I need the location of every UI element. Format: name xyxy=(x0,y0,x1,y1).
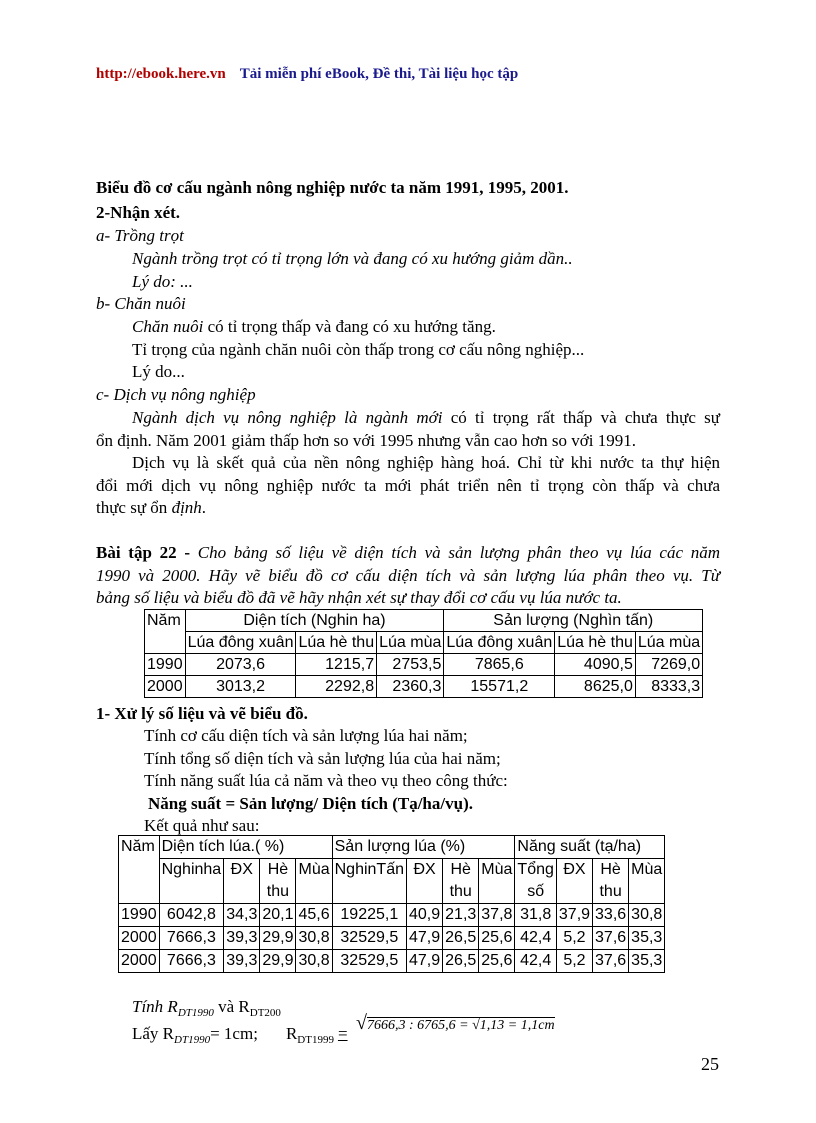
table-row xyxy=(119,927,665,950)
table1-cell: 7269,0 xyxy=(635,654,702,676)
table2-cell: 42,4 xyxy=(515,927,556,950)
calc-l2-text2: = 1cm; xyxy=(210,1024,258,1043)
item-c-p2-line1: Dịch vụ là skết quả của nền nông nghiệp hàng hoá. Chỉ từ khi nước ta thự hiện xyxy=(132,453,720,472)
table2-cell: 35,3 xyxy=(629,927,665,950)
item-c-p1-line1 xyxy=(96,408,720,428)
table2-subheader xyxy=(224,881,260,904)
item-b-line3: Lý do... xyxy=(132,362,185,381)
table2-subheader: số xyxy=(515,881,556,904)
item-c-p2-line3b: định xyxy=(171,498,202,517)
table2-subheader: Mùa xyxy=(296,859,332,882)
header-url-link[interactable]: http://ebook.here.vn xyxy=(96,66,226,82)
table2-subheader xyxy=(159,881,224,904)
table2-subheader: Hè xyxy=(260,859,296,882)
table2-cell: 2000 xyxy=(119,950,160,973)
chart-title: Biểu đồ cơ cấu ngành nông nghiệp nước ta năm 1991, 1995, 2001. xyxy=(96,178,569,197)
table2-subheader: Hè xyxy=(443,859,479,882)
table1-cell: 15571,2 xyxy=(444,676,555,698)
table1-cell: 8333,3 xyxy=(635,676,702,698)
table2-cell: 45,6 xyxy=(296,904,332,927)
exercise-label: Bài tập 22 - xyxy=(96,543,191,562)
table1-subheader: Lúa hè thu xyxy=(555,632,636,654)
table2-cell: 7666,3 xyxy=(159,950,224,973)
table2-subheader xyxy=(479,881,515,904)
table-row xyxy=(145,654,703,676)
calc-l2-sub: DT1990 xyxy=(174,1034,211,1046)
calc-l2-r: R xyxy=(285,1024,298,1043)
section2-heading: 1- Xử lý số liệu và vẽ biểu đồ. xyxy=(96,704,308,723)
table1-cell: 8625,0 xyxy=(555,676,636,698)
item-c-p2-line3a: thực sự ổn xyxy=(96,498,172,517)
table1-cell: 2360,3 xyxy=(377,676,444,698)
table2-cell: 19225,1 xyxy=(332,904,406,927)
table2-cell: 1990 xyxy=(119,904,160,927)
item-a-line1: Ngành trồng trọt có tỉ trọng lớn và đang có xu hướng giảm dần.. xyxy=(132,249,573,268)
table2-cell: 33,6 xyxy=(593,904,629,927)
table2-cell: 26,5 xyxy=(443,950,479,973)
table2-cell: 35,3 xyxy=(629,950,665,973)
table2-cell: 37,9 xyxy=(556,904,592,927)
calc-l2-eq: = xyxy=(337,1024,348,1043)
table2-header-area: Diện tích lúa.( %) xyxy=(159,836,332,859)
table2-cell: 40,9 xyxy=(407,904,443,927)
table2-header-year: Năm xyxy=(119,836,160,904)
table1-cell: 2292,8 xyxy=(296,676,377,698)
table2-subheader: Nghinha xyxy=(159,859,224,882)
section2-line1: Tính cơ cấu diện tích và sản lượng lúa hai năm; xyxy=(144,726,468,745)
table2-cell: 29,9 xyxy=(260,927,296,950)
item-b-line2: Tỉ trọng của ngành chăn nuôi còn thấp trong cơ cấu nông nghiệp... xyxy=(132,340,585,359)
yield-formula: Năng suất = Sản lượng/ Diện tích (Tạ/ha/vụ). xyxy=(148,794,473,813)
item-c-label: c- Dịch vụ nông nghiệp xyxy=(96,385,256,404)
section2-line3: Tính năng suất lúa cả năm và theo vụ theo công thức: xyxy=(144,771,508,790)
table-row xyxy=(119,950,665,973)
table2-subheader: ĐX xyxy=(556,859,592,882)
table2-cell: 25,6 xyxy=(479,927,515,950)
table1-cell: 4090,5 xyxy=(555,654,636,676)
sqrt-icon: √ xyxy=(356,1012,367,1034)
table2-cell: 2000 xyxy=(119,927,160,950)
exercise-line3: bảng số liệu và biểu đồ đã vẽ hãy nhận xét sự thay đổi cơ cấu vụ lúa nước ta. xyxy=(96,588,622,607)
table2-cell: 37,6 xyxy=(593,927,629,950)
table1-cell: 1215,7 xyxy=(296,654,377,676)
calc-formula xyxy=(356,1013,555,1036)
item-b-line1-rest: có tỉ trọng thấp và đang có xu hướng tăng. xyxy=(203,317,496,336)
table2-subheader: thu xyxy=(260,881,296,904)
calc-l1-text: Tính R xyxy=(132,997,178,1016)
page-header xyxy=(96,64,518,84)
table2-cell: 6042,8 xyxy=(159,904,224,927)
table2-cell: 31,8 xyxy=(515,904,556,927)
exercise-text1: Cho bảng số liệu về diện tích và sản lượng phân theo vụ lúa các năm xyxy=(190,543,720,562)
table2-subheader: ĐX xyxy=(224,859,260,882)
table2-subheader xyxy=(407,881,443,904)
table2-cell: 30,8 xyxy=(296,950,332,973)
table1-cell: 2753,5 xyxy=(377,654,444,676)
item-c-p1-line2: ổn định. Năm 2001 giảm thấp hơn so với 1995 nhưng vẫn cao hơn so với 1991. xyxy=(96,431,637,450)
table2-subheader: Mùa xyxy=(629,859,665,882)
table2-cell: 34,3 xyxy=(224,904,260,927)
table2-subheader: NghinTấn xyxy=(332,859,406,882)
table2-cell: 21,3 xyxy=(443,904,479,927)
table2-cell: 5,2 xyxy=(556,927,592,950)
item-c-p1-rest: có tỉ trọng rất thấp và chưa thực sự xyxy=(442,408,720,427)
calc-l2-sub2: DT1999 xyxy=(297,1034,334,1046)
calc-l1-sub2: DT200 xyxy=(249,1007,281,1019)
table2-cell: 47,9 xyxy=(407,950,443,973)
table1-header-output: Sản lượng (Nghìn tấn) xyxy=(444,610,703,632)
table1-subheader: Lúa mùa xyxy=(377,632,444,654)
calc-l1-text2: và R xyxy=(213,997,250,1016)
item-c-p2-line3 xyxy=(96,498,206,518)
table2-cell: 42,4 xyxy=(515,950,556,973)
item-b-label: b- Chăn nuôi xyxy=(96,294,186,313)
table1-cell: 7865,6 xyxy=(444,654,555,676)
item-c-p2-line2: đổi mới dịch vụ nông nghiệp nước ta mới phát triển nên tỉ trọng còn thấp và chưa xyxy=(96,476,720,495)
table2-header-yield: Năng suất (tạ/ha) xyxy=(515,836,665,859)
table2-cell: 7666,3 xyxy=(159,927,224,950)
item-b-line1-em: Chăn nuôi xyxy=(132,317,204,336)
table2-cell: 30,8 xyxy=(629,904,665,927)
table2-subheader: Tổng xyxy=(515,859,556,882)
data-table-2 xyxy=(118,835,665,973)
header-tagline: Tải miễn phí eBook, Đề thi, Tài liệu học tập xyxy=(239,66,519,82)
table2-cell: 20,1 xyxy=(260,904,296,927)
table2-cell: 32529,5 xyxy=(332,927,406,950)
table2-subheader xyxy=(629,881,665,904)
table2-subheader: Hè xyxy=(593,859,629,882)
table-row xyxy=(119,904,665,927)
table2-header-output: Sản lượng lúa (%) xyxy=(332,836,515,859)
table2-cell: 39,3 xyxy=(224,927,260,950)
table2-subheader: thu xyxy=(443,881,479,904)
calc-l1-sub: DT1990 xyxy=(177,1007,214,1019)
table2-subheader: Mùa xyxy=(479,859,515,882)
item-a-line2: Lý do: ... xyxy=(132,272,193,291)
table2-cell: 39,3 xyxy=(224,950,260,973)
table1-header-area: Diện tích (Nghin ha) xyxy=(185,610,444,632)
table2-cell: 37,8 xyxy=(479,904,515,927)
table1-header-year: Năm xyxy=(145,610,186,654)
calc-formula-text: 7666,3 : 6765,6 = √1,13 = 1,1cm xyxy=(366,1018,555,1033)
table2-cell: 37,6 xyxy=(593,950,629,973)
table1-cell: 1990 xyxy=(145,654,186,676)
table2-cell: 29,9 xyxy=(260,950,296,973)
table2-subheader xyxy=(296,881,332,904)
page-number: 25 xyxy=(701,1054,719,1074)
data-table-1 xyxy=(144,609,703,698)
table1-cell: 2000 xyxy=(145,676,186,698)
item-c-p2-line3c: . xyxy=(201,498,207,517)
result-intro: Kết quả như sau: xyxy=(144,816,260,835)
table2-subheader xyxy=(332,881,406,904)
table-row xyxy=(145,676,703,698)
remarks-heading: 2-Nhận xét. xyxy=(96,203,181,222)
calc-line2 xyxy=(132,1024,348,1050)
table1-cell: 2073,6 xyxy=(185,654,296,676)
table2-cell: 5,2 xyxy=(556,950,592,973)
table2-cell: 30,8 xyxy=(296,927,332,950)
table2-subheader: ĐX xyxy=(407,859,443,882)
item-b-line1 xyxy=(132,317,496,337)
calc-l2-text: Lấy R xyxy=(132,1024,175,1043)
table1-subheader: Lúa hè thu xyxy=(296,632,377,654)
table2-cell: 47,9 xyxy=(407,927,443,950)
calc-line1 xyxy=(132,997,281,1023)
table1-subheader: Lúa đông xuân xyxy=(444,632,555,654)
item-c-p1-em: Ngành dịch vụ nông nghiệp là ngành mới xyxy=(132,408,443,427)
table2-subheader: thu xyxy=(593,881,629,904)
table1-subheader: Lúa mùa xyxy=(635,632,702,654)
table2-cell: 25,6 xyxy=(479,950,515,973)
table1-cell: 3013,2 xyxy=(185,676,296,698)
table2-subheader xyxy=(556,881,592,904)
exercise-line1 xyxy=(96,543,720,563)
section2-line2: Tính tổng số diện tích và sản lượng lúa của hai năm; xyxy=(144,749,501,768)
table2-cell: 26,5 xyxy=(443,927,479,950)
exercise-line2: 1990 và 2000. Hãy vẽ biểu đồ cơ cấu diện tích và sản lượng lúa phân theo vụ. Từ xyxy=(96,566,720,585)
table2-cell: 32529,5 xyxy=(332,950,406,973)
item-a-label: a- Trồng trọt xyxy=(96,226,184,245)
table1-subheader: Lúa đông xuân xyxy=(185,632,296,654)
